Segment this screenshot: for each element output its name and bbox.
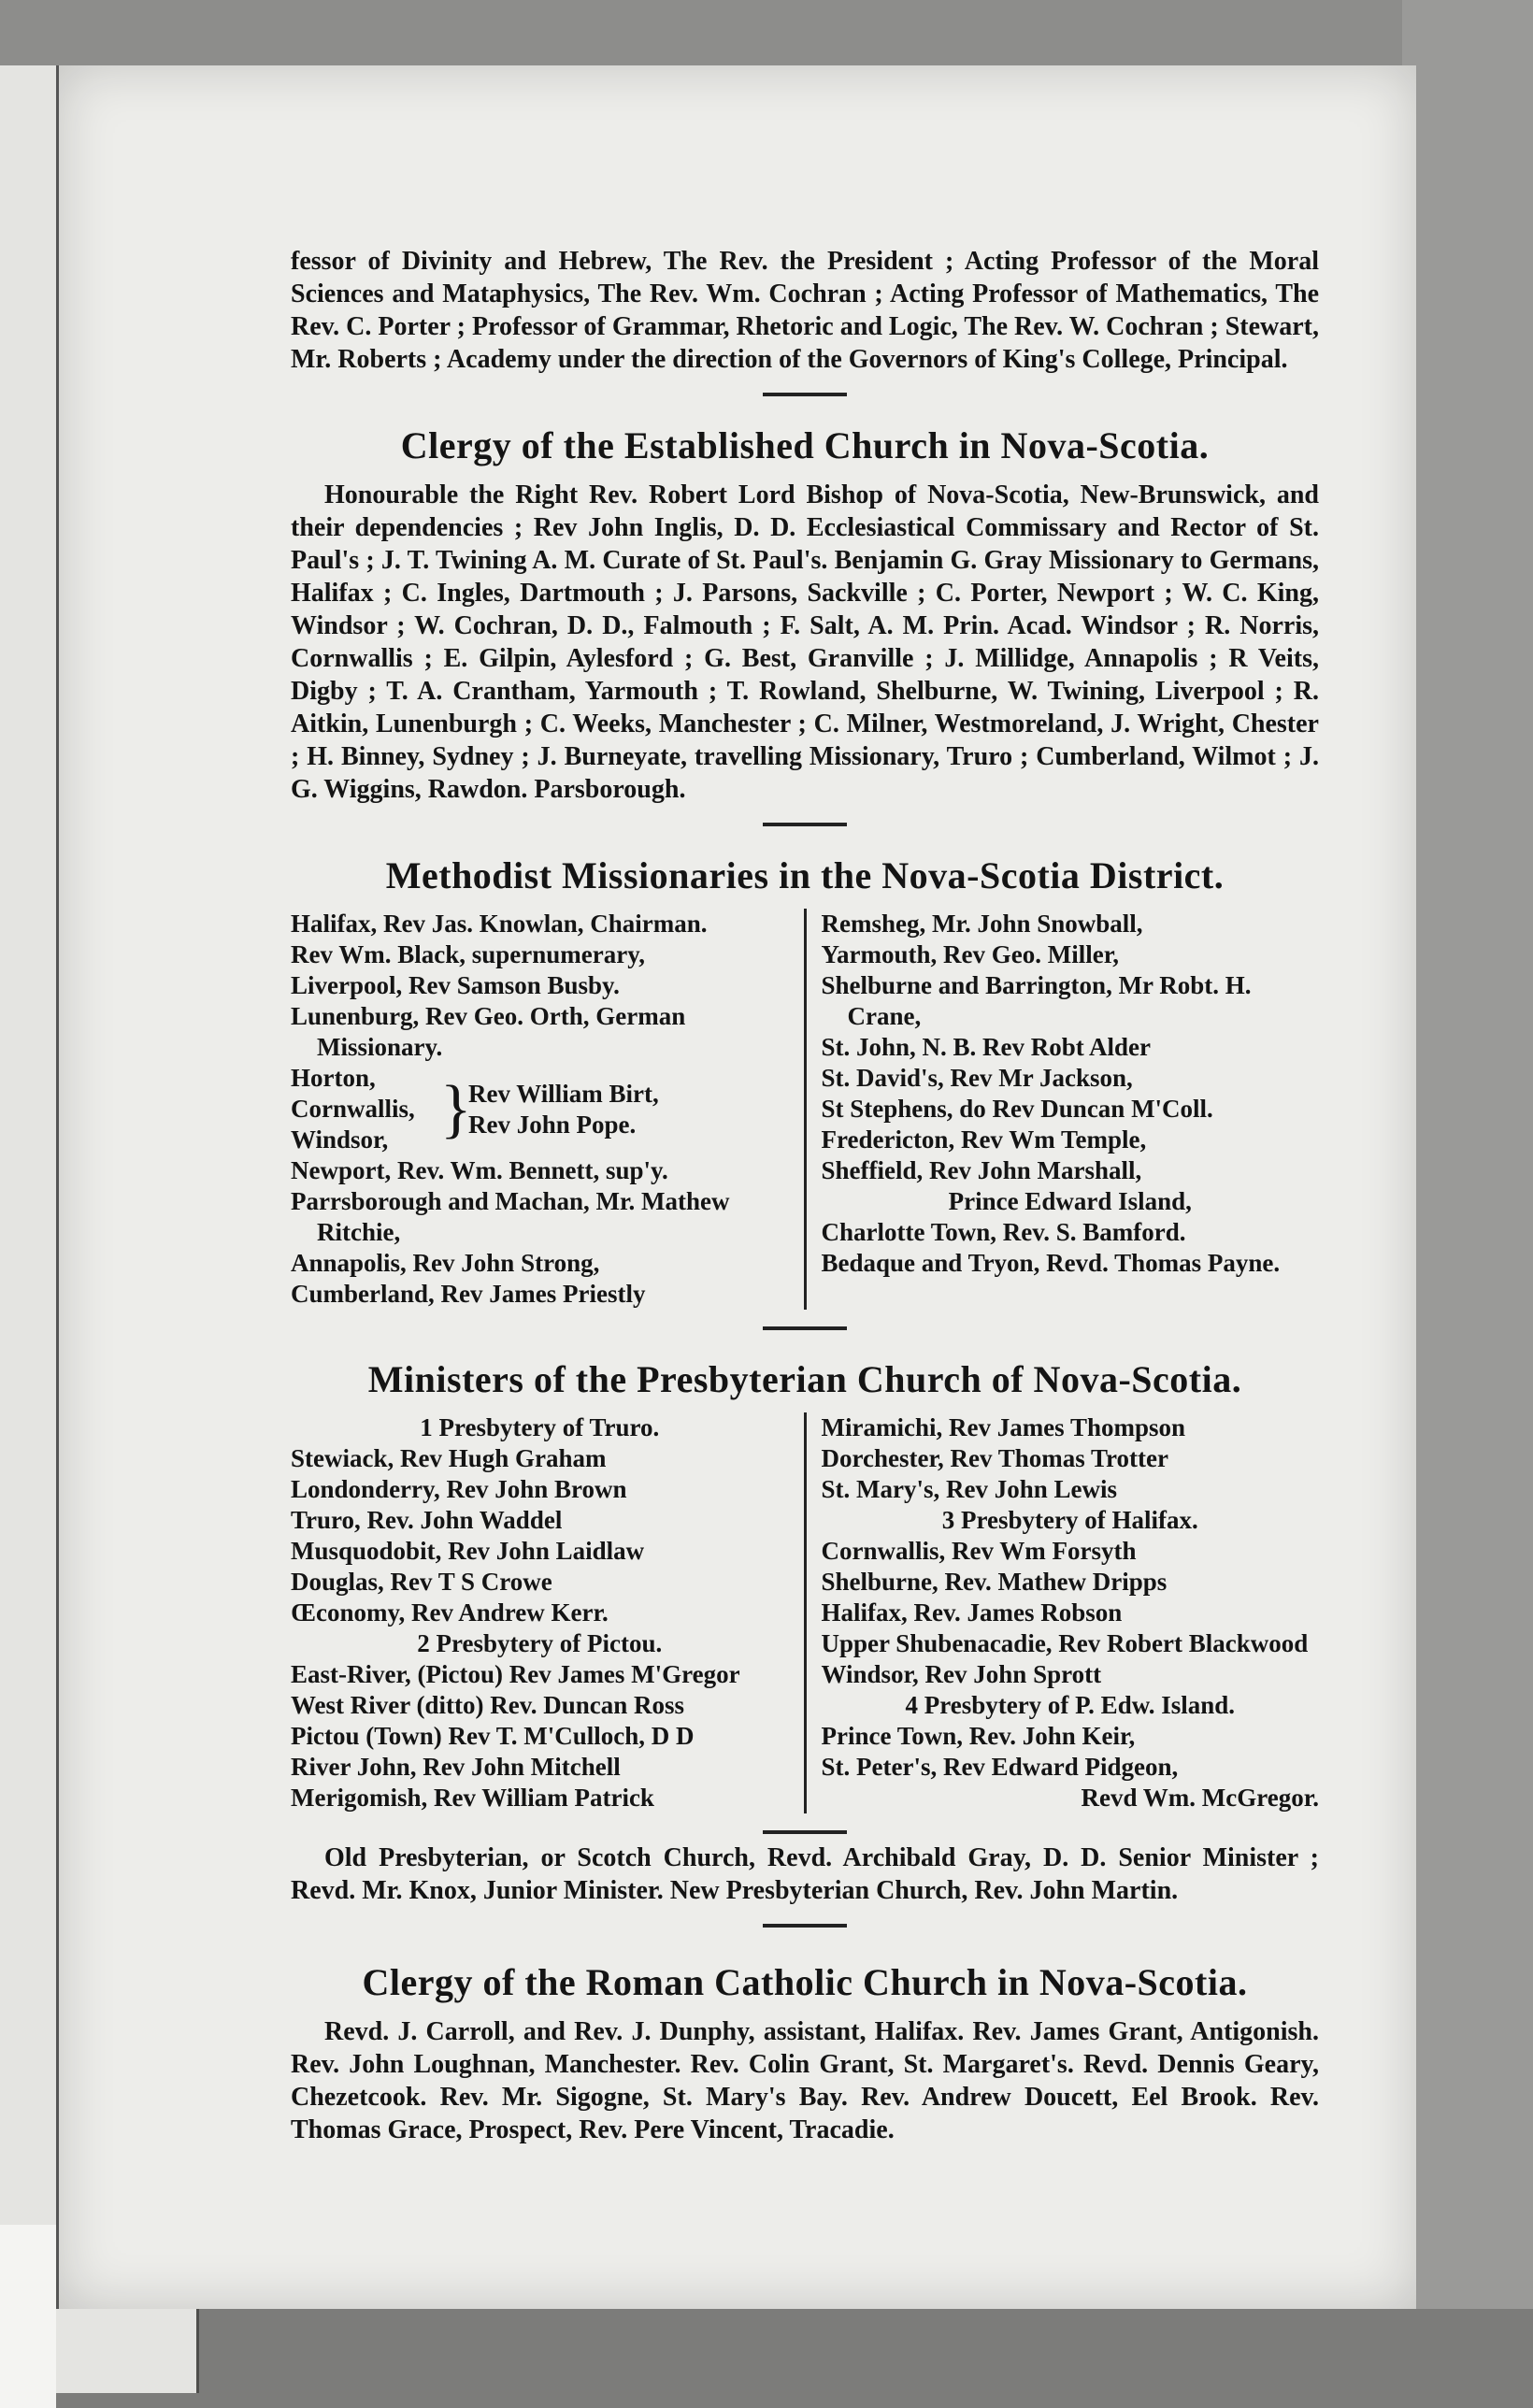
list-item: Bedaque and Tryon, Revd. Thomas Payne. [821, 1249, 1281, 1277]
presbyterian-heading: Ministers of the Presbyterian Church of Nova-Scotia. [367, 1358, 1242, 1400]
section-divider [763, 393, 847, 396]
methodist-left-column [291, 909, 807, 1310]
halifax-presbytery-heading: 3 Presbytery of Halifax. [941, 1506, 1198, 1534]
list-item: Revd Wm. McGregor. [1081, 1784, 1319, 1812]
list-item: Liverpool, Rev Samson Busby. [291, 971, 620, 999]
circuit-place: Horton, [291, 1064, 376, 1092]
list-item: St. Peter's, Rev Edward Pidgeon, [821, 1753, 1179, 1781]
list-item: Pictou (Town) Rev T. M'Culloch, D D [291, 1722, 695, 1750]
list-item: St. Mary's, Rev John Lewis [821, 1475, 1117, 1503]
pei-presbytery-heading: 4 Presbytery of P. Edw. Island. [905, 1691, 1236, 1719]
circuit-ministers [468, 1079, 789, 1140]
list-item: Sheffield, Rev John Marshall, [821, 1156, 1142, 1184]
methodist-right-column [807, 909, 1320, 1279]
old-presbyterian-paragraph: Old Presbyterian, or Scotch Church, Revd. Archibald Gray, D. D. Senior Minister ; Revd. Mr. Knox, Junior Minister. New Presbyterian Church, Rev. John Martin. [291, 1843, 1319, 1905]
pei-subheading: Prince Edward Island, [948, 1187, 1192, 1215]
list-item: Parrsborough and Machan, Mr. Mathew Ritchie, [291, 1187, 730, 1246]
list-item: Musquodobit, Rev John Laidlaw [291, 1537, 645, 1565]
list-item: Fredericton, Rev Wm Temple, [821, 1125, 1147, 1154]
established-church-heading: Clergy of the Established Church in Nova-Scotia. [400, 424, 1210, 466]
list-item: East-River, (Pictou) Rev James M'Gregor [291, 1660, 740, 1688]
list-item: Miramichi, Rev James Thompson [821, 1413, 1185, 1441]
section-divider [763, 1326, 847, 1330]
facing-page-stub [0, 2225, 56, 2408]
section-divider [763, 823, 847, 826]
brace-glyph: } [440, 1072, 472, 1145]
page-content [291, 245, 1319, 2146]
circuit-minister: Rev John Pope. [468, 1110, 637, 1139]
list-item: St. John, N. B. Rev Robt Alder [821, 1033, 1152, 1061]
list-item: Shelburne, Rev. Mathew Dripps [821, 1568, 1168, 1596]
list-item: Halifax, Rev Jas. Knowlan, Chairman. [291, 910, 708, 938]
circuit-place: Windsor, [291, 1125, 389, 1154]
list-item: Cumberland, Rev James Priestly [291, 1280, 646, 1308]
horton-circuit [291, 1063, 789, 1155]
circuit-minister: Rev William Birt, [468, 1079, 659, 1108]
catholic-heading: Clergy of the Roman Catholic Church in Nova-Scotia. [362, 1961, 1248, 2003]
background-bottom [0, 2309, 1533, 2408]
catholic-paragraph: Revd. J. Carroll, and Rev. J. Dunphy, assistant, Halifax. Rev. James Grant, Antigonish. Rev. John Loughnan, Manchester. Rev. Colin Grant, St. Margaret's. Revd. Dennis Geary, Chezetcook. Rev. Mr. Sigogne, St. Mary's Bay. Rev. Andrew Doucett, Eel Brook. Rev. Thomas Grace, Prospect, Rev. Pere Vincent, Tracadie. [291, 2017, 1319, 2144]
truro-presbytery-heading: 1 Presbytery of Truro. [420, 1413, 660, 1441]
list-item: Upper Shubenacadie, Rev Robert Blackwood [821, 1629, 1309, 1657]
list-item: Stewiack, Rev Hugh Graham [291, 1444, 607, 1472]
list-item: Lunenburg, Rev Geo. Orth, German Missionary. [291, 1002, 686, 1061]
list-item: Halifax, Rev. James Robson [821, 1598, 1123, 1627]
list-item: Merigomish, Rev William Patrick [291, 1784, 654, 1812]
presbyterian-right-column [807, 1412, 1320, 1813]
circuit-place: Cornwallis, [291, 1095, 415, 1123]
list-item: West River (ditto) Rev. Duncan Ross [291, 1691, 684, 1719]
methodist-heading: Methodist Missionaries in the Nova-Scotia District. [385, 854, 1225, 896]
catholic-section [291, 1959, 1319, 2146]
document-page [56, 65, 1416, 2309]
list-item: Cornwallis, Rev Wm Forsyth [821, 1537, 1137, 1565]
presbyterian-left-column [291, 1412, 807, 1813]
list-item: St. David's, Rev Mr Jackson, [821, 1064, 1133, 1092]
pictou-presbytery-heading: 2 Presbytery of Pictou. [417, 1629, 663, 1657]
list-item: Charlotte Town, Rev. S. Bamford. [821, 1218, 1186, 1246]
list-item: Windsor, Rev John Sprott [821, 1660, 1102, 1688]
list-item: River John, Rev John Mitchell [291, 1753, 621, 1781]
list-item: Newport, Rev. Wm. Bennett, sup'y. [291, 1156, 668, 1184]
list-item: Dorchester, Rev Thomas Trotter [821, 1444, 1168, 1472]
presbyterian-columns [291, 1412, 1319, 1813]
methodist-columns [291, 909, 1319, 1310]
circuit-places [291, 1063, 440, 1155]
section-divider [763, 1924, 847, 1928]
list-item: Rev Wm. Black, supernumerary, [291, 940, 645, 968]
established-church-paragraph: Honourable the Right Rev. Robert Lord Bishop of Nova-Scotia, New-Brunswick, and their dependencies ; Rev John Inglis, D. D. Ecclesiastical Commissary and Rector of St. Paul's ; J. T. Twining A. M. Curate of St. Paul's. Benjamin G. Gray Missionary to Germans, Halifax ; C. Ingles, Dartmouth ; J. Parsons, Sackville ; C. Porter, Newport ; W. C. King, Windsor ; W. Cochran, D. D., Falmouth ; F. Salt, A. M. Prin. Acad. Windsor ; R. Norris, Cornwallis ; E. Gilpin, Aylesford ; G. Best, Granville ; J. Millidge, Annapolis ; R Veits, Digby ; T. A. Crantham, Yarmouth ; T. Rowland, Shelburne, W. Twining, Liverpool ; R. Aitkin, Lunenburgh ; C. Weeks, Manchester ; C. Milner, Westmoreland, J. Wright, Chester ; H. Binney, Sydney ; J. Burneyate, travelling Missionary, Truro ; Cumberland, Wilmot ; J. G. Wiggins, Rawdon. Parsborough. [291, 480, 1319, 804]
list-item: Londonderry, Rev John Brown [291, 1475, 627, 1503]
list-item: Truro, Rev. John Waddel [291, 1506, 563, 1534]
list-item: Douglas, Rev T S Crowe [291, 1568, 552, 1596]
list-item: Shelburne and Barrington, Mr Robt. H. Crane, [821, 971, 1252, 1030]
list-item: St Stephens, do Rev Duncan M'Coll. [821, 1095, 1213, 1123]
list-item: Prince Town, Rev. John Keir, [821, 1722, 1136, 1750]
list-item: Yarmouth, Rev Geo. Miller, [821, 940, 1119, 968]
background-right [1402, 0, 1533, 2408]
list-item: Œconomy, Rev Andrew Kerr. [291, 1598, 609, 1627]
section-divider [763, 1830, 847, 1834]
college-officers-paragraph: fessor of Divinity and Hebrew, The Rev. the President ; Acting Professor of the Moral Sciences and Mataphysics, The Rev. Wm. Cochran ; Acting Professor of Mathematics, The Rev. C. Porter ; Professor of Grammar, Rhetoric and Logic, The Rev. W. Cochran ; Stewart, Mr. Roberts ; Academy under the direction of the Governors of King's College, Principal. [291, 247, 1319, 374]
list-item: Remsheg, Mr. John Snowball, [821, 910, 1143, 938]
list-item: Annapolis, Rev John Strong, [291, 1249, 600, 1277]
